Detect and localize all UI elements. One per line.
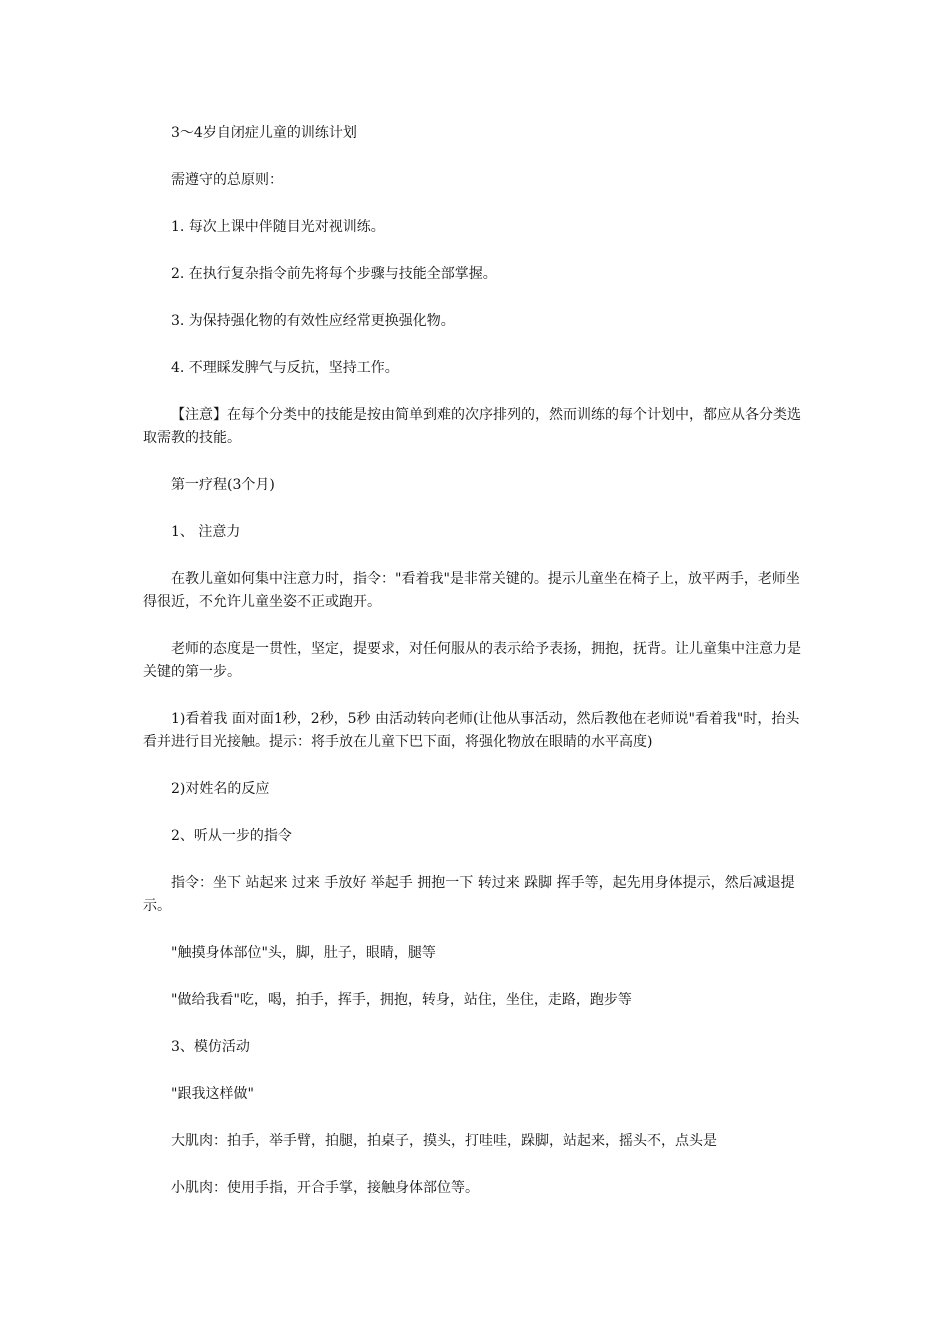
- principles-heading: 需遵守的总原则：: [171, 172, 283, 188]
- body-paragraph: 1)看着我 面对面1秒，2秒，5秒 由活动转向老师(让他从事活动，然后教他在老师说"看着我"时，抬头看并进行目光接触。提示：将手放在儿童下巴下面，将强化物放在眼睛的水平高度): [143, 711, 800, 750]
- section-heading-attention: 1、 注意力: [171, 524, 241, 540]
- body-paragraph: 老师的态度是一贯性，坚定，提要求，对任何服从的表示给予表扬，拥抱，抚背。让儿童集中注意力是关键的第一步。: [143, 641, 801, 680]
- document-body: [143, 122, 809, 1224]
- course-heading: 第一疗程(3个月): [171, 477, 275, 493]
- subsection-item: 2)对姓名的反应: [171, 781, 270, 797]
- document-title: 3～4岁自闭症儿童的训练计划: [171, 125, 357, 141]
- body-paragraph: 指令：坐下 站起来 过来 手放好 举起手 拥抱一下 转过来 跺脚 挥手等，起先用身体提示，然后减退提示。: [143, 875, 795, 914]
- principle-item: 2. 在执行复杂指令前先将每个步骤与技能全部掌握。: [171, 266, 497, 282]
- body-paragraph: "做给我看"吃，喝，拍手，挥手，拥抱，转身，站住，坐住，走路，跑步等: [171, 992, 632, 1008]
- body-paragraph: "触摸身体部位"头，脚，肚子，眼睛，腿等: [171, 945, 436, 961]
- section-heading-imitation: 3、模仿活动: [171, 1039, 250, 1055]
- principle-item: 4. 不理睬发脾气与反抗，坚持工作。: [171, 360, 399, 376]
- body-paragraph: 大肌肉：拍手，举手臂，拍腿，拍桌子，摸头，打哇哇，跺脚，站起来，摇头不，点头是: [171, 1133, 717, 1149]
- body-paragraph: 在教儿童如何集中注意力时，指令："看着我"是非常关键的。提示儿童坐在椅子上，放平两手，老师坐得很近，不允许儿童坐姿不正或跑开。: [143, 571, 800, 610]
- principle-item: 1. 每次上课中伴随目光对视训练。: [171, 219, 385, 235]
- section-heading-instructions: 2、听从一步的指令: [171, 828, 292, 844]
- note-paragraph: 【注意】在每个分类中的技能是按由简单到难的次序排列的，然而训练的每个计划中，都应从各分类选取需教的技能。: [143, 407, 801, 446]
- body-paragraph: "跟我这样做": [171, 1086, 254, 1102]
- body-paragraph: 小肌肉：使用手指，开合手掌，接触身体部位等。: [171, 1180, 479, 1196]
- principle-item: 3. 为保持强化物的有效性应经常更换强化物。: [171, 313, 455, 329]
